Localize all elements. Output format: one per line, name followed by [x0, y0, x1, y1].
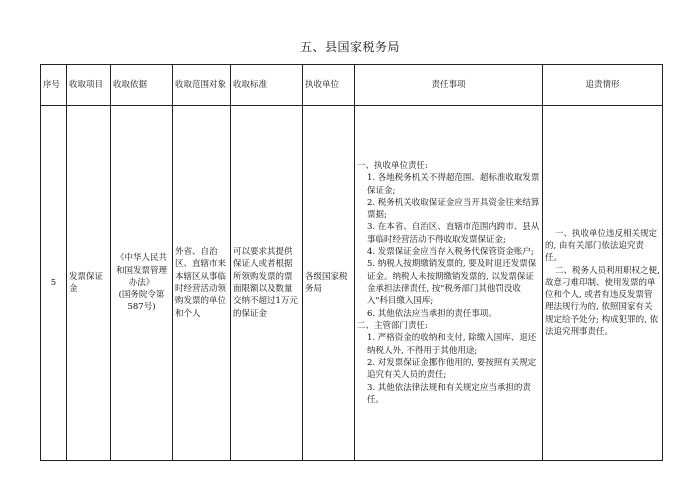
fee-table — [40, 64, 663, 461]
duty-line: 2. 税务机关收取保证金应当开具资金往来结算票据; — [367, 197, 540, 221]
header-accountability: 追责情形 — [543, 65, 663, 106]
duty-line: 6. 其他依法应当承担的责任事项。 — [367, 308, 497, 319]
duty-line: 1. 各地税务机关不得超范围、超标准收取发票保证金; — [367, 173, 540, 196]
page-title: 五、县国家税务局 — [299, 40, 400, 54]
duty-line: 4. 发票保证金应当存入税务代保管资金账户; — [367, 247, 534, 258]
cell-standard: 可以要求其提供保证人或者根据所领购发票的票面限额以及数量交纳不超过1万元的保证金 — [231, 106, 303, 461]
cell-accountability — [543, 106, 663, 461]
header-scope: 收取范围对象 — [173, 65, 231, 106]
duty-line: 2. 对发票保证金挪作他用的, 要按照有关规定追究有关人员的责任; — [367, 357, 537, 381]
accountability-line: 一、执收单位违反相关规定的, 由有关部门依法追究责任。 — [545, 228, 658, 264]
duty-line: 一、执收单位责任: — [357, 160, 428, 171]
header-unit: 执收单位 — [303, 65, 355, 106]
header-standard: 收取标准 — [231, 65, 303, 106]
duty-line: 3. 在本省、自治区、直辖市范围内跨市、县从事临时经营活动不得收取发票保证金; — [367, 222, 540, 245]
header-duties: 责任事项 — [355, 65, 543, 106]
cell-duties — [355, 106, 543, 461]
header-item: 收取项目 — [67, 65, 111, 106]
basis-law: 《中华人民共和国发票管理办法》 — [115, 253, 167, 288]
cell-item: 发票保证金 — [67, 106, 111, 461]
duty-line: 5. 纳税人按期缴销发票的, 要及时退还发票保证金。纳税人未按期缴销发票的, 以发票保证金承担法律责任, 按"税务部门其他罚没收入"科目缴入国库; — [367, 259, 537, 307]
duty-line: 3. 其他依法律法规和有关规定应当承担的责任。 — [367, 382, 531, 405]
accountability-line: 二、税务人员利用职权之便, 故意刁难印制、使用发票的单位和个人, 或者有违反发票管理法规行为的, 依照国家有关规定给予处分; 构成犯罪的, 依法追究刑事责任。 — [545, 265, 660, 338]
table-row — [41, 106, 663, 461]
cell-scope: 外省、自治区、直辖市来本辖区从事临时经营活动领购发票的单位和个人 — [173, 106, 231, 461]
cell-basis — [111, 106, 173, 461]
cell-unit: 各级国家税务局 — [303, 106, 355, 461]
duty-line: 二、主管部门责任: — [357, 320, 428, 331]
cell-seq: 5 — [41, 106, 67, 461]
header-basis: 收取依据 — [111, 65, 173, 106]
header-seq: 序号 — [41, 65, 67, 106]
basis-order: (国务院令第587号) — [118, 290, 165, 313]
table-header-row — [41, 65, 663, 106]
duty-line: 1. 严格资金的收纳和支付, 除缴入国库、退还纳税人外, 不得用于其他用途; — [367, 333, 537, 356]
